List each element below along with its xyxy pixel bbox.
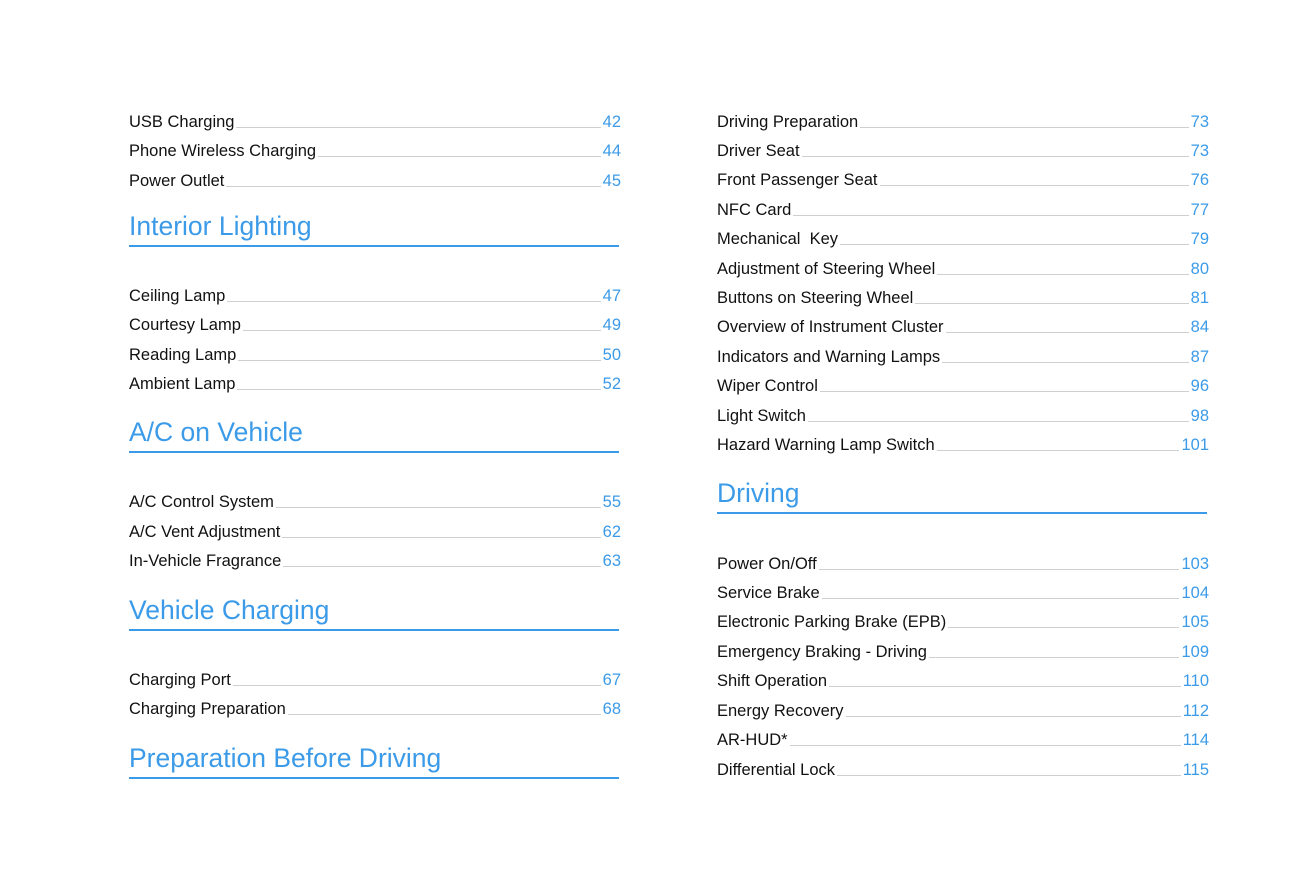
section-title: A/C on Vehicle [129,417,303,447]
dot-leader [937,274,1188,275]
toc-page-number[interactable]: 63 [602,552,621,570]
toc-entry-driving-preparation[interactable] [717,110,1209,132]
toc-entry-title: Power On/Off [717,555,817,573]
toc-entry-title: Reading Lamp [129,346,237,364]
toc-entry-title: A/C Vent Adjustment [129,523,281,541]
section-heading-driving [717,478,1207,514]
toc-page-number[interactable]: 62 [602,523,621,541]
toc-entry-title: Shift Operation [717,672,828,690]
dot-leader [238,360,600,361]
toc-entry-buttons-on-steering-wheel[interactable] [717,286,1209,308]
section-title: Interior Lighting [129,211,312,241]
toc-page-number[interactable]: 52 [602,375,621,393]
toc-page-number[interactable]: 55 [602,493,621,511]
toc-entry-indicators-and-warning-lamps[interactable] [717,345,1209,367]
toc-entry-a-c-control-system[interactable] [129,490,621,512]
dot-leader [948,627,1179,628]
toc-entry-courtesy-lamp[interactable] [129,313,621,335]
section-title: Vehicle Charging [129,595,330,625]
dot-leader [243,330,601,331]
dot-leader [802,156,1189,157]
toc-entry-title: Charging Port [129,671,231,689]
dot-leader [237,389,600,390]
toc-entry-title: Driver Seat [717,142,800,160]
toc-entry-mechanical-key[interactable] [717,227,1209,249]
dot-leader [227,301,600,302]
toc-page-number[interactable]: 42 [602,113,621,131]
toc-entry-overview-of-instrument-cluster[interactable] [717,315,1209,337]
toc-entry-title: A/C Control System [129,493,274,511]
dot-leader [860,127,1188,128]
toc-entry-energy-recovery[interactable] [717,699,1209,721]
toc-entry-title: Mechanical Key [717,230,839,248]
toc-entry-usb-charging[interactable] [129,110,621,132]
toc-entry-title: Ambient Lamp [129,375,236,393]
toc-page-number[interactable]: 76 [1190,171,1209,189]
toc-page-number[interactable]: 96 [1190,377,1209,395]
toc-entry-title: AR-HUD* [717,731,788,749]
toc-entry-title: USB Charging [129,113,235,131]
toc-entry-title: Charging Preparation [129,700,286,718]
toc-page-number[interactable]: 45 [602,172,621,190]
dot-leader [846,716,1181,717]
toc-entry-ceiling-lamp[interactable] [129,284,621,306]
toc-entry-title: Adjustment of Steering Wheel [717,260,936,278]
toc-entry-a-c-vent-adjustment[interactable] [129,520,621,542]
dot-leader [318,156,601,157]
toc-page-number[interactable]: 98 [1190,407,1209,425]
dot-leader [840,244,1189,245]
toc-page-number[interactable]: 103 [1181,555,1209,573]
toc-entry-title: Buttons on Steering Wheel [717,289,914,307]
toc-page-number[interactable]: 67 [602,671,621,689]
toc-entry-title: Power Outlet [129,172,225,190]
toc-page-number[interactable]: 81 [1190,289,1209,307]
toc-entry-power-outlet[interactable] [129,169,621,191]
toc-page-number[interactable]: 110 [1182,672,1209,690]
toc-page-number[interactable]: 114 [1182,731,1209,749]
toc-page-number[interactable]: 109 [1181,643,1209,661]
dot-leader [793,215,1188,216]
toc-page-number[interactable]: 104 [1181,584,1209,602]
toc-entry-title: Differential Lock [717,761,836,779]
toc-page-number[interactable]: 105 [1181,613,1209,631]
section-heading-a-c-on-vehicle [129,417,619,453]
toc-entry-wiper-control[interactable] [717,374,1209,396]
toc-entry-in-vehicle-fragrance[interactable] [129,549,621,571]
dot-leader [946,332,1189,333]
dot-leader [808,421,1189,422]
toc-entry-title: Overview of Instrument Cluster [717,318,944,336]
toc-entry-title: Front Passenger Seat [717,171,878,189]
toc-entry-front-passenger-seat[interactable] [717,168,1209,190]
toc-entry-title: In-Vehicle Fragrance [129,552,282,570]
toc-entry-title: Driving Preparation [717,113,859,131]
dot-leader [276,507,601,508]
toc-entry-differential-lock[interactable] [717,758,1209,780]
toc-page-number[interactable]: 44 [602,142,621,160]
toc-entry-light-switch[interactable] [717,404,1209,426]
dot-leader [937,450,1180,451]
toc-page-number[interactable]: 112 [1182,702,1209,720]
toc-page-number[interactable]: 115 [1182,761,1209,779]
toc-entry-nfc-card[interactable] [717,198,1209,220]
section-title: Preparation Before Driving [129,743,442,773]
dot-leader [236,127,600,128]
toc-entry-charging-port[interactable] [129,668,621,690]
toc-page-number[interactable]: 79 [1190,230,1209,248]
dot-leader [820,391,1189,392]
toc-page-number[interactable]: 101 [1181,436,1209,454]
dot-leader [233,685,601,686]
toc-entry-shift-operation[interactable] [717,669,1209,691]
toc-entry-reading-lamp[interactable] [129,343,621,365]
dot-leader [915,303,1188,304]
toc-entry-title: Electronic Parking Brake (EPB) [717,613,947,631]
toc-entry-title: NFC Card [717,201,792,219]
dot-leader [942,362,1188,363]
toc-entry-title: Ceiling Lamp [129,287,226,305]
toc-page-number[interactable]: 77 [1190,201,1209,219]
toc-entry-ar-hud[interactable] [717,728,1209,750]
toc-entry-title: Light Switch [717,407,806,425]
dot-leader [819,569,1180,570]
dot-leader [829,686,1181,687]
dot-leader [288,714,601,715]
dot-leader [283,566,600,567]
section-heading-preparation-before-driving [129,743,619,779]
toc-page-number[interactable]: 87 [1190,348,1209,366]
toc-page-number[interactable]: 50 [602,346,621,364]
toc-entry-power-on-off[interactable] [717,552,1209,574]
toc-entry-title: Phone Wireless Charging [129,142,317,160]
dot-leader [880,185,1189,186]
dot-leader [822,598,1180,599]
toc-page-number[interactable]: 80 [1190,260,1209,278]
section-heading-vehicle-charging [129,595,619,631]
toc-entry-title: Indicators and Warning Lamps [717,348,941,366]
toc-entry-title: Energy Recovery [717,702,844,720]
toc-page-number[interactable]: 73 [1190,113,1209,131]
toc-entry-ambient-lamp[interactable] [129,372,621,394]
toc-entry-title: Service Brake [717,584,820,602]
toc-entry-title: Wiper Control [717,377,818,395]
toc-entry-hazard-warning-lamp-switch[interactable] [717,433,1209,455]
toc-entry-service-brake[interactable] [717,581,1209,603]
toc-entry-charging-preparation[interactable] [129,697,621,719]
toc-entry-driver-seat[interactable] [717,139,1209,161]
toc-entry-emergency-braking-driving[interactable] [717,640,1209,662]
toc-entry-electronic-parking-brake-epb[interactable] [717,610,1209,632]
dot-leader [929,657,1179,658]
toc-entry-phone-wireless-charging[interactable] [129,139,621,161]
toc-page-number[interactable]: 84 [1190,318,1209,336]
toc-page-number[interactable]: 73 [1190,142,1209,160]
section-heading-interior-lighting [129,211,619,247]
toc-page-number[interactable]: 47 [602,287,621,305]
dot-leader [790,745,1181,746]
dot-leader [226,186,600,187]
toc-entry-title: Hazard Warning Lamp Switch [717,436,935,454]
toc-entry-title: Emergency Braking - Driving [717,643,927,661]
toc-page-number[interactable]: 68 [602,700,621,718]
toc-page-number[interactable]: 49 [602,316,621,334]
toc-entry-adjustment-of-steering-wheel[interactable] [717,257,1209,279]
dot-leader [837,775,1181,776]
section-title: Driving [717,478,800,508]
toc-entry-title: Courtesy Lamp [129,316,241,334]
dot-leader [282,537,600,538]
